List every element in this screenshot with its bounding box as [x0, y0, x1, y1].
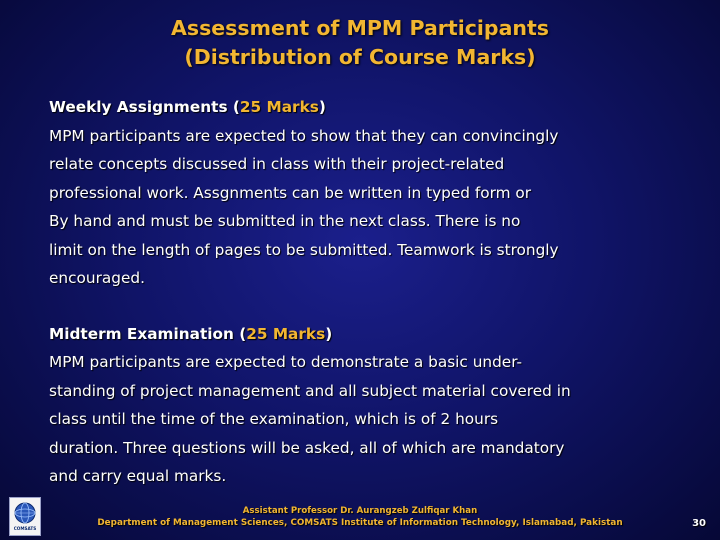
- body-line: and carry equal marks.: [49, 467, 227, 485]
- heading-marks: 25 Marks: [246, 324, 326, 343]
- body-line: duration. Three questions will be asked, all of which are mandatory: [49, 438, 565, 457]
- body-line: MPM participants are expected to show that they can convincingly: [49, 126, 559, 145]
- section-heading: [49, 93, 699, 122]
- section-heading: [49, 320, 699, 349]
- logo-text: COMSATS: [13, 526, 37, 531]
- title-line-2: (Distribution of Course Marks): [184, 45, 536, 69]
- body-line: relate concepts discussed in class with their project-related: [49, 155, 505, 173]
- body-line: encouraged.: [49, 269, 145, 287]
- slide-content: [49, 93, 699, 491]
- title-line-1: Assessment of MPM Participants: [171, 16, 549, 40]
- body-line: limit on the length of pages to be submitted. Teamwork is strongly: [49, 240, 559, 259]
- body-line: By hand and must be submitted in the next class. There is no: [49, 212, 521, 230]
- footer-author: Assistant Professor Dr. Aurangzeb Zulfiqar Khan: [242, 506, 478, 516]
- heading-suffix: ): [318, 98, 326, 116]
- body-line: MPM participants are expected to demonstrate a basic under-: [49, 353, 523, 371]
- heading-suffix: ): [325, 324, 333, 343]
- heading-prefix: Weekly Assignments (: [49, 98, 240, 116]
- page-number: 30: [692, 518, 706, 529]
- section-midterm-examination: [49, 320, 699, 491]
- footer-institution: Department of Management Sciences, COMSATS Institute of Information Technology, Islamabad, Pakistan: [97, 518, 623, 528]
- body-line: class until the time of the examination, which is of 2 hours: [49, 410, 499, 428]
- heading-prefix: Midterm Examination (: [49, 324, 247, 343]
- body-line: professional work. Assgnments can be written in typed form or: [49, 183, 532, 202]
- body-line: standing of project management and all subject material covered in: [49, 381, 571, 400]
- slide-title: [0, 14, 720, 72]
- heading-marks: 25 Marks: [239, 98, 319, 116]
- section-weekly-assignments: [49, 93, 699, 293]
